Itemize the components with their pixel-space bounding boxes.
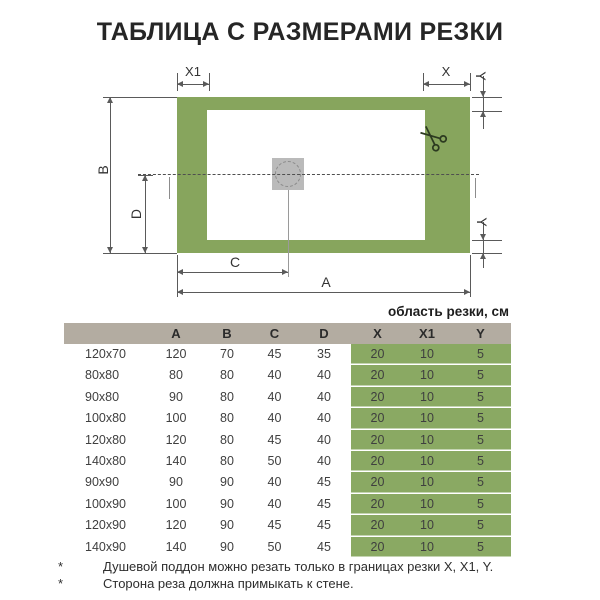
footnote bbox=[0, 559, 600, 576]
arrow-icon bbox=[142, 175, 148, 181]
row-size-label: 120x90 bbox=[85, 518, 127, 533]
cut-value-cell: 10 bbox=[404, 365, 450, 386]
cut-value-cell: 5 bbox=[450, 451, 511, 472]
dim-value-cell: 80 bbox=[220, 389, 234, 404]
cut-value-cell: 10 bbox=[404, 408, 450, 429]
dim-b-ext-top bbox=[103, 97, 177, 98]
arrow-icon bbox=[177, 289, 183, 295]
row-size-label: 80x80 bbox=[85, 368, 120, 383]
dim-value-cell: 120 bbox=[165, 347, 187, 361]
table-row bbox=[64, 515, 511, 536]
dim-value-cell: 45 bbox=[267, 432, 282, 447]
arrow-icon bbox=[480, 91, 486, 97]
footnote bbox=[0, 576, 600, 593]
column-header-a: A bbox=[171, 326, 181, 341]
arrow-icon bbox=[282, 269, 288, 275]
drain-center-line bbox=[288, 190, 289, 277]
dim-value-cell: 40 bbox=[317, 411, 331, 426]
table-row bbox=[64, 408, 511, 429]
center-dashline bbox=[138, 174, 479, 175]
dim-y-top-label: Y bbox=[473, 71, 489, 81]
cut-value-cell: 10 bbox=[404, 537, 450, 558]
dim-y-top-ext2 bbox=[472, 111, 502, 112]
row-size-label: 140x90 bbox=[85, 539, 127, 554]
dim-value-cell: 70 bbox=[220, 347, 234, 361]
column-header-x: X bbox=[373, 326, 382, 341]
arrow-icon bbox=[142, 247, 148, 253]
dim-d-line bbox=[145, 175, 146, 253]
footnote-text: Сторона реза должна примыкать к стене. bbox=[103, 575, 354, 591]
column-header-size bbox=[64, 323, 150, 344]
cut-value-cell: 10 bbox=[404, 344, 450, 365]
cut-value-cell: 20 bbox=[351, 515, 404, 536]
arrow-icon bbox=[107, 97, 113, 103]
dim-value-cell: 80 bbox=[169, 368, 183, 383]
column-header-c: C bbox=[269, 326, 280, 341]
dim-value-cell: 45 bbox=[317, 518, 331, 533]
table-row bbox=[64, 344, 511, 365]
cut-value-cell: 5 bbox=[450, 537, 511, 558]
cut-value-cell: 10 bbox=[404, 494, 450, 515]
dim-value-cell: 90 bbox=[169, 475, 183, 490]
cut-value-cell: 5 bbox=[450, 365, 511, 386]
page-title: ТАБЛИЦА С РАЗМЕРАМИ РЕЗКИ bbox=[96, 18, 504, 46]
dim-c-line bbox=[177, 272, 288, 273]
table-row bbox=[64, 430, 511, 451]
arrow-icon bbox=[464, 289, 470, 295]
footnote-text: Душевой поддон можно резать только в границах резки X, X1, Y. bbox=[103, 559, 494, 574]
cut-value-cell: 5 bbox=[450, 344, 511, 365]
dim-value-cell: 40 bbox=[267, 475, 282, 490]
centerline-stub-left bbox=[169, 177, 170, 199]
dim-b-ext-bottom bbox=[103, 253, 177, 254]
table-row bbox=[64, 472, 511, 493]
cut-area-note: область резки, см bbox=[387, 304, 509, 319]
dim-value-cell: 90 bbox=[220, 518, 234, 533]
cut-value-cell: 20 bbox=[351, 537, 404, 558]
cut-value-cell: 20 bbox=[351, 494, 404, 515]
dim-value-cell: 40 bbox=[317, 389, 331, 404]
dim-value-cell: 40 bbox=[317, 453, 331, 468]
row-size-label: 120x80 bbox=[85, 432, 127, 447]
arrow-icon bbox=[177, 81, 183, 87]
row-size-label: 100x80 bbox=[85, 411, 127, 426]
dim-y-bottom-ext1 bbox=[472, 240, 502, 241]
dim-value-cell: 45 bbox=[267, 518, 282, 533]
dim-a-line bbox=[177, 292, 470, 293]
arrow-icon bbox=[480, 111, 486, 117]
cut-value-cell: 5 bbox=[450, 472, 511, 493]
dim-d-label: D bbox=[128, 208, 144, 220]
cut-value-cell: 20 bbox=[351, 472, 404, 493]
dim-value-cell: 80 bbox=[220, 368, 234, 383]
size-table bbox=[64, 323, 511, 558]
dim-value-cell: 90 bbox=[169, 389, 183, 404]
dim-value-cell: 40 bbox=[267, 496, 282, 511]
dim-value-cell: 100 bbox=[165, 411, 187, 426]
dim-x-label: X bbox=[441, 64, 451, 79]
cut-value-cell: 20 bbox=[351, 430, 404, 451]
arrow-icon bbox=[107, 247, 113, 253]
dim-value-cell: 45 bbox=[317, 539, 331, 554]
row-size-label: 140x80 bbox=[85, 453, 127, 468]
cut-value-cell: 20 bbox=[351, 344, 404, 365]
cut-value-cell: 5 bbox=[450, 515, 511, 536]
dim-value-cell: 90 bbox=[220, 539, 234, 554]
dim-value-cell: 80 bbox=[220, 432, 234, 447]
dim-value-cell: 140 bbox=[165, 453, 187, 468]
dim-x-ext-right bbox=[470, 73, 471, 91]
cut-value-cell: 5 bbox=[450, 387, 511, 408]
dim-x-line bbox=[423, 84, 470, 85]
dim-a-ext-right bbox=[470, 255, 471, 297]
dim-x1-label: X1 bbox=[185, 64, 201, 79]
dim-y-top-ext1 bbox=[472, 97, 502, 98]
table-row bbox=[64, 451, 511, 472]
footnote-marker: * bbox=[58, 559, 64, 574]
dim-value-cell: 50 bbox=[267, 453, 282, 468]
table-row bbox=[64, 365, 511, 386]
table-row bbox=[64, 387, 511, 408]
table-row bbox=[64, 494, 511, 515]
dim-value-cell: 35 bbox=[317, 347, 331, 361]
dim-value-cell: 80 bbox=[220, 453, 234, 468]
table-row bbox=[64, 537, 511, 558]
row-size-label: 120x70 bbox=[85, 347, 127, 361]
footnotes bbox=[0, 559, 600, 592]
column-header-y: Y bbox=[476, 326, 485, 341]
dim-a-label: A bbox=[321, 274, 331, 290]
row-size-label: 90x80 bbox=[85, 389, 120, 404]
dim-x1-ext-right bbox=[209, 73, 210, 91]
cut-value-cell: 20 bbox=[351, 451, 404, 472]
cut-value-cell: 10 bbox=[404, 451, 450, 472]
dim-value-cell: 40 bbox=[267, 411, 282, 426]
dim-value-cell: 45 bbox=[317, 496, 331, 511]
dim-value-cell: 80 bbox=[220, 411, 234, 426]
row-size-label: 90x90 bbox=[85, 475, 120, 490]
cut-value-cell: 20 bbox=[351, 387, 404, 408]
dim-y-bottom-ext2 bbox=[472, 253, 502, 254]
arrow-icon bbox=[464, 81, 470, 87]
dim-value-cell: 90 bbox=[220, 496, 234, 511]
dim-value-cell: 45 bbox=[317, 475, 331, 490]
dim-value-cell: 40 bbox=[267, 389, 282, 404]
cut-value-cell: 10 bbox=[404, 387, 450, 408]
column-header-d: D bbox=[319, 326, 329, 341]
cut-value-cell: 10 bbox=[404, 430, 450, 451]
table-header-row bbox=[64, 323, 511, 344]
dim-value-cell: 45 bbox=[267, 347, 282, 361]
tray-inner-area bbox=[207, 110, 425, 240]
cut-value-cell: 5 bbox=[450, 430, 511, 451]
row-size-label: 100x90 bbox=[85, 496, 127, 511]
footnote-marker: * bbox=[58, 575, 64, 591]
dim-value-cell: 40 bbox=[317, 368, 331, 383]
dim-value-cell: 120 bbox=[165, 432, 187, 447]
cut-value-cell: 5 bbox=[450, 408, 511, 429]
cut-value-cell: 20 bbox=[351, 408, 404, 429]
cut-value-cell: 5 bbox=[450, 494, 511, 515]
dim-value-cell: 100 bbox=[165, 496, 187, 511]
centerline-stub-right bbox=[475, 178, 476, 198]
arrow-icon bbox=[480, 253, 486, 259]
column-header-x1: X1 bbox=[419, 326, 435, 341]
cut-value-cell: 10 bbox=[404, 472, 450, 493]
dim-value-cell: 40 bbox=[267, 368, 282, 383]
dim-value-cell: 40 bbox=[317, 432, 331, 447]
arrow-icon bbox=[480, 234, 486, 240]
dim-value-cell: 120 bbox=[165, 518, 187, 533]
dim-c-label: C bbox=[229, 254, 241, 270]
size-table-body bbox=[64, 344, 511, 558]
arrow-icon bbox=[203, 81, 209, 87]
cut-value-cell: 20 bbox=[351, 365, 404, 386]
dim-y-bottom-label: Y bbox=[474, 217, 490, 227]
cut-value-cell: 10 bbox=[404, 515, 450, 536]
dim-value-cell: 90 bbox=[220, 475, 234, 490]
dim-value-cell: 50 bbox=[267, 539, 282, 554]
dim-b-label: B bbox=[95, 165, 111, 175]
arrow-icon bbox=[423, 81, 429, 87]
column-header-b: B bbox=[222, 326, 232, 341]
dim-value-cell: 140 bbox=[165, 539, 187, 554]
